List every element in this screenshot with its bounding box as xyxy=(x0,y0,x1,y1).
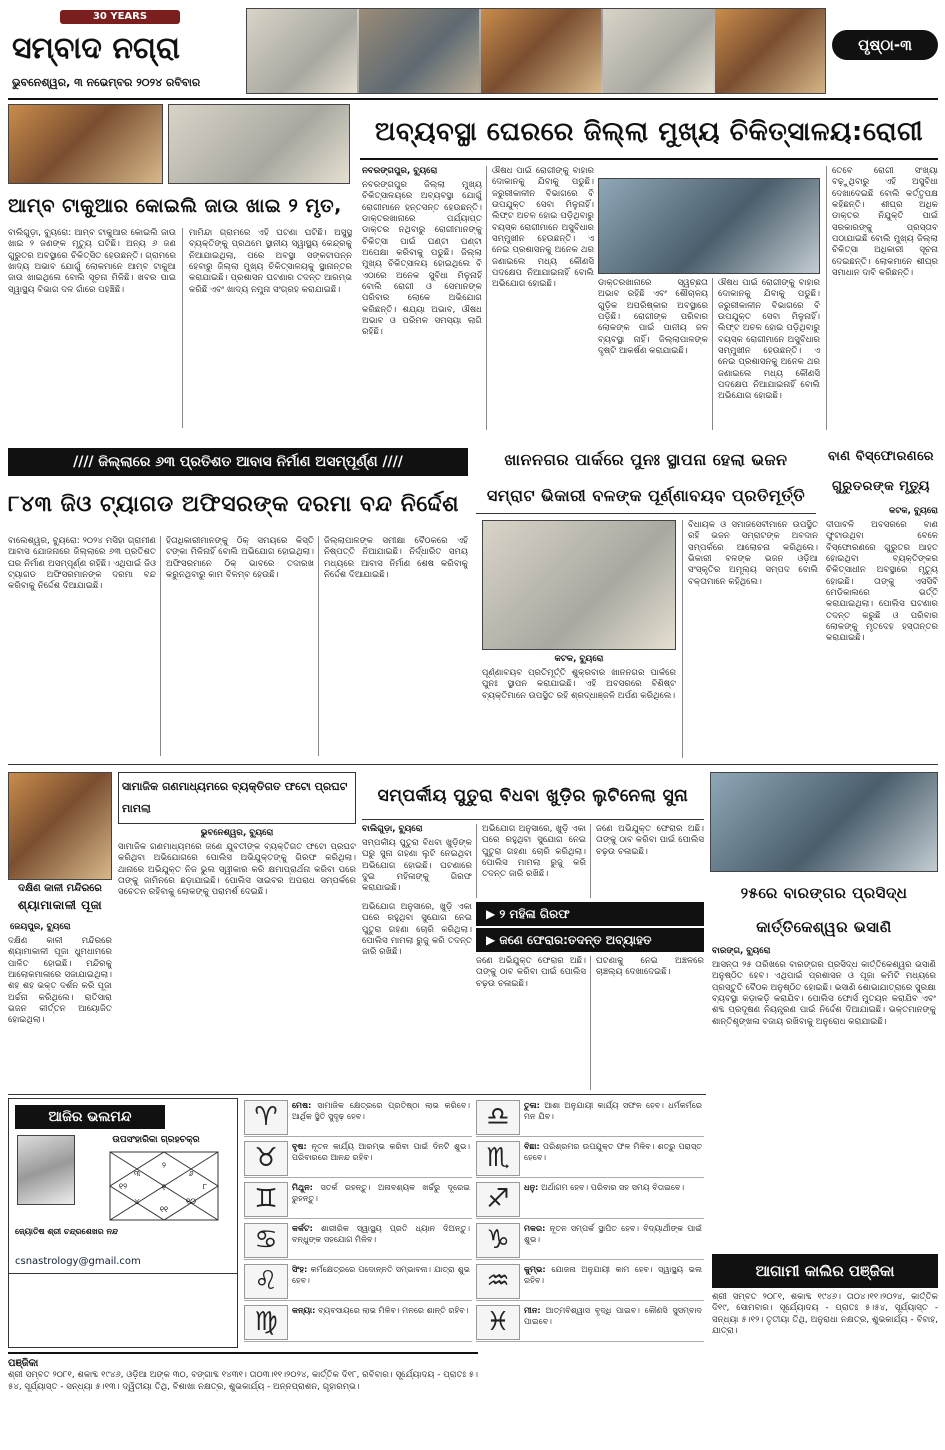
statue-col1: ପୂର୍ଣ୍ଣାବୟବ ପ୍ରତିମୂର୍ତ୍ତି ଶୁକ୍ରବାର ଖାନନଗର ପାର୍କରେ ପୁନଃ ସ୍ଥାପନ କରାଯାଇଛି। ଏହି ଅବସରରେ ବିଶିଷ୍ଟ ବ୍ୟକ୍ତିମାନେ ଉପସ୍ଥିତ ରହି ଶ୍ରଦ୍ଧାଞ୍ଜଳି ଅର୍ପଣ କରିଥିଲେ। xyxy=(482,668,676,701)
zodiac-item xyxy=(476,1180,704,1219)
theft-col2: ଅଭିଯୋଗ ଅନୁସାରେ, ଖୁଡ଼ି ଏକା ଘରେ ରହୁଥିବା ସୁଯୋଗ ନେଇ ପୁତୁରା ଗହଣା ଚୋରି କରିଥିଲା। ପୋଲିସ ମାମଲା ରୁଜୁ କରି ତଦନ୍ତ ଜାରି ରଖିଛି। xyxy=(476,824,586,898)
kali-byline: ଜେୟପୁର, ବ୍ୟୁରୋ xyxy=(10,922,71,932)
zodiac-item xyxy=(476,1098,704,1137)
village-women-photo xyxy=(8,104,163,184)
kali-body: ଦକ୍ଷିଣ କାଳୀ ମନ୍ଦିରରେ ଶ୍ୟାମାକାଳୀ ପୂଜା ଧୁମଧାମରେ ପାଳିତ ହୋଇଛି। ମନ୍ଦିରକୁ ଆଲୋକମାଳାରେ ସଜାଯାଇଥିଲା। ଶହ ଶହ ଭକ୍ତ ଦର୍ଶନ କରି ପୂଜା ଅର୍ଚ୍ଚନା କରିଥିଲେ। ରାତିସାରା ଭଜନ କୀର୍ତ୍ତନ ଆୟୋଜିତ ହୋଇଥିଲା। xyxy=(8,936,112,1026)
astrologer-email[interactable]: csnastrology@gmail.com xyxy=(15,1256,141,1267)
women-image xyxy=(715,9,826,94)
lead-byline: ନବରଙ୍ଗପୁର, ବ୍ୟୁରୋ xyxy=(362,166,438,176)
karti-headline2: କାର୍ତ୍ତିକେଶ୍ୱର ଭସାଣି xyxy=(756,918,892,936)
grah-chakra-chart xyxy=(109,1151,219,1221)
zodiac-item xyxy=(476,1262,704,1301)
zodiac-text xyxy=(524,1182,702,1217)
karti-headline1: ୨୫ରେ ବାରଙ୍ଗର ପ୍ରସିଦ୍ଧ xyxy=(740,884,908,902)
years-badge: 30 YEARS xyxy=(60,10,180,24)
horoscope-panel xyxy=(8,1098,238,1348)
zodiac-name: ତୁଳା: xyxy=(524,1100,545,1110)
hospital-lift-photo xyxy=(598,178,820,274)
zodiac-prediction: ପରିଶ୍ରମର ଉପଯୁକ୍ତ ଫଳ ମିଳିବ। ଶତ୍ରୁ ପରାସ୍ତ ହେବେ। xyxy=(524,1141,702,1162)
zodiac-text xyxy=(292,1223,470,1258)
panji-tomorrow-text: ଶ୍ରୀ ସମ୍ବତ ୨୦୮୧, ଶକାବ୍ଦ ୧୯୪୬। ତା୦୪।୧୧।୨୦୨୪, କାର୍ତ୍ତିକ ଦି୧୯, ସୋମବାର। ସୂର୍ଯ୍ୟୋଦୟ - ପ୍ରାତଃ ୫।୫୪, ସୂର୍ଯ୍ୟାସ୍ତ - ସନ୍ଧ୍ୟା ୫।୧୨। ତୃତୀୟା ତିଥି, ଅନୁରାଧା ନକ୍ଷତ୍ର, ଶୁଭକାର୍ଯ୍ୟ - ବିବାହ, ଯାତ୍ରା। xyxy=(712,1292,938,1337)
meeting-photo xyxy=(710,772,938,872)
horoscope-title: ଆଜିର ଭଲମନ୍ଦ xyxy=(15,1105,165,1129)
section-rule xyxy=(8,764,938,765)
zodiac-item xyxy=(244,1180,472,1219)
statue-byline: କଟକ, ବ୍ୟୁରୋ xyxy=(554,654,604,664)
zodiac-prediction: ଅର୍ଥାଗମ ହେବ। ପରିବାର ସହ ସମୟ ବିତାଇବେ। xyxy=(541,1182,685,1192)
kali-caption2: ଶ୍ୟାମାକାଳୀ ପୂଜା xyxy=(17,898,103,912)
social-byline: ଭୁବନେଶ୍ୱର, ବ୍ୟୁରୋ xyxy=(200,828,274,838)
masthead-rule xyxy=(8,98,938,100)
lead-col1: ନବରଙ୍ଗପୁର ଜିଲ୍ଲା ମୁଖ୍ୟ ଚିକିତ୍ସାଳୟରେ ଅବ୍ୟବସ୍ଥା ଯୋଗୁଁ ରୋଗୀମାନେ ହନ୍ତସନ୍ତ ହେଉଛନ୍ତି। ଡାକ୍ତରଖାନାରେ ପର୍ଯ୍ୟାପ୍ତ ଡାକ୍ତର ନଥିବାରୁ ରୋଗୀମାନଙ୍କୁ ଚିକିତ୍ସା ପାଇଁ ଘଣ୍ଟା ଘଣ୍ଟା ଅପେକ୍ଷା କରିବାକୁ ପଡୁଛି। ଜିଲ୍ଲା ମୁଖ୍ୟ ଚିକିତ୍ସାଳୟ ହୋଇଥିଲେ ବି ଏଠାରେ ଅନେକ ସୁବିଧା ମିଳୁନାହିଁ ବୋଲି ରୋଗୀ ଓ ସେମାନଙ୍କ ପରିବାର ଲୋକେ ଅଭିଯୋଗ କରିଛନ୍ତି। ଶଯ୍ୟା ଅଭାବ, ଔଷଧ ଅଭାବ ଓ ପରିମଳ ସମସ୍ୟା ଲାଗି ରହିଛି। xyxy=(362,180,482,338)
zodiac-item xyxy=(244,1262,472,1301)
lead-headline: ଅବ୍ୟବସ୍ଥା ଘେରରେ ଜିଲ୍ଲା ମୁଖ୍ୟ ଚିକିତ୍ସାଳୟ:ରୋଗୀ xyxy=(360,104,938,160)
chakra-cell-number: ୧୨ xyxy=(118,1182,128,1191)
jhau-col1: ବାଲିଗୁଡ଼ା, ବ୍ୟୁରୋ: ଆମ୍ବ ଟାକୁଆର କୋଇଲି ଜାଉ ଖାଇ ୨ ଜଣଙ୍କ ମୃତ୍ୟୁ ଘଟିଛି। ଅନ୍ୟ ୬ ଜଣ ଗୁରୁତର ଅବସ୍ଥାରେ ଚିକିତ୍ସିତ ହେଉଛନ୍ତି। ଗ୍ରାମରେ ଖାଦ୍ୟ ଅଭାବ ଯୋଗୁଁ ଲୋକମାନେ ଆମ୍ବ ଟାକୁଆ ଜାଉ ଖାଇଥିଲେ ବୋଲି ସୂଚନା ମିଳିଛି। ଖବର ପାଇ ସ୍ୱାସ୍ଥ୍ୟ ବିଭାଗ ଦଳ ଗାଁରେ ପହଞ୍ଚିଛି। xyxy=(8,228,176,295)
zodiac-prediction: ନୂତନ କାର୍ଯ୍ୟ ଆରମ୍ଭ କରିବା ପାଇଁ ଦିନଟି ଶୁଭ। ପରିବାରରେ ଆନନ୍ଦ ରହିବ। xyxy=(292,1141,470,1162)
chakra-cell-number: ୩ xyxy=(133,1169,141,1178)
zodiac-name: ମିଥୁନ: xyxy=(292,1182,321,1192)
page-number: ପୃଷ୍ଠା-୩ xyxy=(832,30,938,60)
zodiac-text xyxy=(292,1305,470,1340)
lead-col2: ଔଷଧ ପାଇଁ ରୋଗୀଙ୍କୁ ବାହାର ଦୋକାନକୁ ଯିବାକୁ ପଡୁଛି। ଜରୁରୀକାଳୀନ ବିଭାଗରେ ବି ଉପଯୁକ୍ତ ସେବା ମିଳୁନାହିଁ। ଲିଫ୍ଟ ଅଚଳ ହୋଇ ପଡ଼ିଥିବାରୁ ବୟସ୍କ ରୋଗୀମାନେ ଅସୁବିଧାର ସମ୍ମୁଖୀନ ହେଉଛନ୍ତି। ଏ ନେଇ ପ୍ରଶାସନକୁ ଅନେକ ଥର ଜଣାଇଲେ ମଧ୍ୟ କୌଣସି ପଦକ୍ଷେପ ନିଆଯାଇନାହିଁ ବୋଲି ଅଭିଯୋଗ ହୋଇଛି। xyxy=(486,166,594,430)
zodiac-item xyxy=(244,1221,472,1260)
lead-col4: ତେବେ ରୋଗୀ ସଂଖ୍ୟା ବଢ଼ୁଥିବାରୁ ଏହି ଅସୁବିଧା ଦେଖାଦେଇଛି ବୋଲି କର୍ତ୍ତୃପକ୍ଷ କହିଛନ୍ତି। ଶୀଘ୍ର ଅଧିକ ଡାକ୍ତର ନିଯୁକ୍ତି ପାଇଁ ସରକାରଙ୍କୁ ପ୍ରସ୍ତାବ ପଠାଯାଇଛି ବୋଲି ମୁଖ୍ୟ ଜିଲ୍ଲା ଚିକିତ୍ସା ଅଧିକାରୀ ସୂଚନା ଦେଇଛନ୍ତି। ଲୋକମାନେ ଶୀଘ୍ର ସମାଧାନ ଦାବି କରିଛନ୍ତି। xyxy=(826,166,938,430)
statue-photo xyxy=(482,520,676,650)
astrologer-name: ଜ୍ୟୋତିଷ ଶ୍ରୀ ଚନ୍ଦ୍ରଶେଖର ନନ୍ଦ xyxy=(15,1227,119,1236)
dateline: ଭୁବନେଶ୍ୱର, ୩ ନଭେମ୍ବର ୨୦୨୪ ରବିବାର xyxy=(12,76,201,89)
social-headline1: ସାମାଜିକ ଗଣମାଧ୍ୟମରେ ବ୍ୟକ୍ତିଗତ ଫଟୋ ପ୍ରଘଟ ମାମଲା xyxy=(122,780,348,815)
baan-body: ଦୀପାବଳି ଅବସରରେ ବାଣ ଫୁଟାଉଥିବା ବେଳେ ବିସ୍ଫୋରଣରେ ଗୁରୁତର ଆହତ ହୋଇଥିବା ବ୍ୟକ୍ତିଙ୍କର ଚିକିତ୍ସାଧୀନ ଅବସ୍ଥାରେ ମୃତ୍ୟୁ ହୋଇଛି। ତାଙ୍କୁ ଏସସିବି ମେଡିକାଲରେ ଭର୍ତ୍ତି କରାଯାଇଥିଲା। ପୋଲିସ ଘଟଣାର ତଦନ୍ତ କରୁଛି ଓ ପରିବାର ଲୋକଙ୍କୁ ମୃତଦେହ ହସ୍ତାନ୍ତର କରାଯାଇଛି। xyxy=(826,520,938,644)
zodiac-item xyxy=(476,1303,704,1342)
zodiac-name: ଧନୁ: xyxy=(524,1182,542,1192)
zodiac-grid xyxy=(244,1098,704,1348)
kali-idol-photo xyxy=(8,772,112,880)
horoscope-divider xyxy=(9,1273,238,1274)
chakra-cell-number: ୧ xyxy=(161,1183,167,1192)
zodiac-item xyxy=(244,1098,472,1137)
zodiac-item xyxy=(244,1303,472,1342)
zodiac-sign-icon: ♊ xyxy=(244,1182,288,1217)
children-image xyxy=(481,9,601,94)
chakra-cell-number: ୧୧ xyxy=(159,1205,169,1214)
baan-byline: କଟକ, ବ୍ୟୁରୋ xyxy=(888,506,938,516)
zodiac-name: ମକର: xyxy=(524,1223,550,1233)
housing-headline: ୮୪୩ ଜିଓ ଟ୍ୟାଗଡ ଅଫିସରଙ୍କ ଦରମା ବନ୍ଦ ନିର୍ଦ୍ଦେଶ xyxy=(8,492,459,517)
zodiac-prediction: କର୍ମକ୍ଷେତ୍ରରେ ପଦୋନ୍ନତି ସମ୍ଭାବନା। ଯାତ୍ରା ଶୁଭ ହେବ। xyxy=(292,1264,470,1285)
kali-caption1: ଦକ୍ଷିଣ କାଳୀ ମନ୍ଦିରରେ xyxy=(18,883,102,894)
zodiac-text xyxy=(524,1305,702,1340)
zodiac-prediction: ସତର୍କ ରହନ୍ତୁ। ଅନାବଶ୍ୟକ ଖର୍ଚ୍ଚରୁ ଦୂରେଇ ରୁହନ୍ତୁ। xyxy=(292,1182,470,1203)
chakra-cell-number: ୨ xyxy=(162,1161,166,1170)
theft-col1b: ଅଭିଯୋଗ ଅନୁସାରେ, ଖୁଡ଼ି ଏକା ଘରେ ରହୁଥିବା ସୁଯୋଗ ନେଇ ପୁତୁରା ଗହଣା ଚୋରି କରିଥିଲା। ପୋଲିସ ମାମଲା ରୁଜୁ କରି ତଦନ୍ତ ଜାରି ରଖିଛି। xyxy=(362,902,472,958)
jhau-headline: ଆମ୍ବ ଟାକୁଆର କୋଇଲି ଜାଉ ଖାଇ ୨ ମୃତ, xyxy=(8,195,342,217)
zodiac-text xyxy=(524,1264,702,1299)
zodiac-sign-icon: ♐ xyxy=(476,1182,520,1217)
housing-col1: ବାଲେଶ୍ୱର, ବ୍ୟୁରୋ: ୨୦୨୪ ମସିହା ଗ୍ରାମୀଣ ଆବାସ ଯୋଜନାରେ ଜିଲ୍ଲାରେ ୬୩ ପ୍ରତିଶତ ଘର ନିର୍ମାଣ ଅସମ୍ପୂର୍ଣ୍ଣ ରହିଛି। ଏଥିପାଇଁ ଜିଓ ଟ୍ୟାଗଡ ଅଫିସରମାନଙ୍କ ଦରମା ବନ୍ଦ କରିବାକୁ ନିର୍ଦ୍ଦେଶ ଦିଆଯାଇଛି। xyxy=(8,536,156,592)
theft-byline: ବାଲିଗୁଡ଼ା, ବ୍ୟୁରୋ xyxy=(362,824,423,834)
theft-headline: ସମ୍ପର୍କୀୟ ପୁତୁରା ବିଧବା ଖୁଡ଼ିର ଲୁଟିନେଲା ସୁନା xyxy=(362,772,704,820)
logo: ସମ୍ବାଦ ନଗ୍ରା xyxy=(12,31,180,66)
zodiac-sign-icon: ♋ xyxy=(244,1223,288,1258)
zodiac-name: ସିଂହ: xyxy=(292,1264,311,1274)
zodiac-text xyxy=(524,1100,702,1135)
zodiac-prediction: ଯୋଜନା ଅନୁଯାୟୀ କାମ ହେବ। ସ୍ୱାସ୍ଥ୍ୟ ଭଲ ରହିବ। xyxy=(524,1264,702,1285)
housing-banner: //// ଜିଲ୍ଲାରେ ୬୩ ପ୍ରତିଶତ ଆବାସ ନିର୍ମାଣ ଅସମ୍ପୂର୍ଣ୍ଣ //// xyxy=(8,448,468,476)
social-headline-box xyxy=(118,772,356,824)
theft-col3: ଜଣେ ଅଭିଯୁକ୍ତ ଫେରାର ଅଛି। ତାଙ୍କୁ ଠାବ କରିବା ପାଇଁ ପୋଲିସ ଚଢ଼ଉ ଚଳାଇଛି। xyxy=(590,824,704,898)
theft-bullet1-text: ୨ ମହିଳା ଗିରଫ xyxy=(499,907,570,921)
zodiac-prediction: ବ୍ୟବସାୟରେ ଲାଭ ମିଳିବ। ମନରେ ଶାନ୍ତି ରହିବ। xyxy=(318,1305,469,1315)
zodiac-item xyxy=(476,1221,704,1260)
theft-col1: ସମ୍ପର୍କୀୟ ପୁତୁରା ବିଧବା ଖୁଡ଼ିଙ୍କ ଘରୁ ସୁନା ଗହଣା ଲୁଟି ନେଇଥିବା ଅଭିଯୋଗ ହୋଇଛି। ଘଟଣାରେ ଦୁଇ ମହିଳାଙ୍କୁ ଗିରଫ କରାଯାଇଛି। xyxy=(362,838,472,894)
zodiac-name: କୁମ୍ଭ: xyxy=(524,1264,552,1274)
baan-headline1: ବାଣ ବିସ୍ଫୋରଣରେ xyxy=(827,449,935,464)
lead-col3: ଡାକ୍ତରଖାନାରେ ସ୍ୱଚ୍ଛତା ଅଭାବ ରହିଛି ଏବଂ ଶୌଚାଳୟ ଗୁଡ଼ିକ ଅପରିଷ୍କାର ଅବସ୍ଥାରେ ପଡ଼ିଛି। ରୋଗୀଙ୍କ ପରିବାର ଲୋକଙ୍କ ପାଇଁ ପାନୀୟ ଜଳ ବ୍ୟବସ୍ଥା ନାହିଁ। ଜିଲ୍ଲାପାଳଙ୍କ ଦୃଷ୍ଟି ଆକର୍ଷଣ କରାଯାଇଛି। xyxy=(598,278,708,357)
zodiac-sign-icon: ♍ xyxy=(244,1305,288,1340)
chakra-cell-number: ୮ xyxy=(202,1182,208,1191)
chakra-cell-number: ୬ xyxy=(188,1169,194,1178)
zodiac-text xyxy=(524,1223,702,1258)
zodiac-text xyxy=(292,1100,470,1135)
zodiac-sign-icon: ♎ xyxy=(476,1100,520,1135)
social-body: ସାମାଜିକ ଗଣମାଧ୍ୟମରେ ଜଣେ ଯୁବତୀଙ୍କ ବ୍ୟକ୍ତିଗତ ଫଟୋ ପ୍ରଘଟ କରିଥିବା ଅଭିଯୋଗରେ ପୋଲିସ ଅଭିଯୁକ୍ତଙ୍କୁ ଗିରଫ କରିଥିଲା। ଥାନାରେ ଅଭିଯୁକ୍ତ ନିଜ ଭୁଲ ସ୍ୱୀକାର କରି କ୍ଷମାପ୍ରାର୍ଥନା କରିବା ପରେ ତାଙ୍କୁ ଜାମିନରେ ଛଡ଼ାଯାଇଛି। ପୋଲିସ ସାଇବର ଅପରାଧ ସମ୍ପର୍କରେ ସଚେତନ ରହିବାକୁ ଲୋକଙ୍କୁ ପରାମର୍ଶ ଦେଇଛି। xyxy=(118,842,356,898)
zodiac-sign-icon: ♒ xyxy=(476,1264,520,1299)
craft-image xyxy=(359,9,479,94)
panji-today-text: ଶ୍ରୀ ସମ୍ବତ ୨୦୮୧, ଶକାବ୍ଦ ୧୯୪୬, ଓଡ଼ିଆ ଅଙ୍କ ୩୦, ବଙ୍ଗାବ୍ଦ ୧୪୩୧। ତା୦୩।୧୧।୨୦୨୪, କାର୍ତ୍ତିକ ଦି୧୮, ରବିବାର। ସୂର୍ଯ୍ୟୋଦୟ - ପ୍ରାତଃ ୫।୫୪, ସୂର୍ଯ୍ୟାସ୍ତ - ସନ୍ଧ୍ୟା ୫।୧୩। ଦ୍ୱିତୀୟା ତିଥି, ବିଶାଖା ନକ୍ଷତ୍ର, ଶୁଭକାର୍ଯ୍ୟ - ଅନ୍ନପ୍ରାଶନ, ଗୃହାରମ୍ଭ। xyxy=(8,1370,478,1392)
statue-col2: ବିଧାୟକ ଓ ସମାଜସେବୀମାନେ ଉପସ୍ଥିତ ରହି ଭଜନ ସମ୍ରାଟଙ୍କ ଅବଦାନ ସମ୍ପର୍କରେ ଆଲୋଚନା କରିଥିଲେ। ଭିକାରୀ ବଳଙ୍କ ଭଜନ ଓଡ଼ିଆ ସଂସ୍କୃତିର ଅମୂଲ୍ୟ ସମ୍ପଦ ବୋଲି ବକ୍ତାମାନେ କହିଥିଲେ। xyxy=(682,520,818,758)
zodiac-sign-icon: ♓ xyxy=(476,1305,520,1340)
zodiac-name: ମେଷ: xyxy=(292,1100,318,1110)
social-headline2 xyxy=(122,820,352,824)
zodiac-prediction: ଶାରୀରିକ ସ୍ୱାସ୍ଥ୍ୟ ପ୍ରତି ଧ୍ୟାନ ଦିଅନ୍ତୁ। ବନ୍ଧୁଙ୍କ ସହଯୋଗ ମିଳିବ। xyxy=(292,1223,470,1244)
karti-byline: ବାରଙ୍ଗ, ବ୍ୟୁରୋ xyxy=(712,946,771,956)
zodiac-name: କର୍କଟ: xyxy=(292,1223,321,1233)
zodiac-name: ବୃଷ: xyxy=(292,1141,312,1151)
theft-bullet2-text: ଜଣେ ଫେରାର:ତଦନ୍ତ ଅବ୍ୟାହତ xyxy=(499,933,652,947)
panji-today-title: ପଞ୍ଜିକା xyxy=(8,1358,39,1369)
zodiac-sign-icon: ♑ xyxy=(476,1223,520,1258)
zodiac-prediction: ସାମାଜିକ କ୍ଷେତ୍ରରେ ପ୍ରତିଷ୍ଠା ଲାଭ କରିବେ। ଆର୍ଥିକ ସ୍ଥିତି ସୁଦୃଢ଼ ହେବ। xyxy=(292,1100,470,1121)
temple-image xyxy=(247,9,357,94)
baan-headline2: ଗୁରୁତରଙ୍କ ମୃତ୍ୟୁ xyxy=(831,479,931,494)
zodiac-sign-icon: ♏ xyxy=(476,1141,520,1176)
statue-headline2: ସମ୍ରାଟ ଭିକାରୀ ବଳଙ୍କ ପୂର୍ଣ୍ଣାବୟବ ପ୍ରତିମୂର୍ତ୍ତି xyxy=(476,478,816,514)
housing-col3: ଜିଲ୍ଲାପାଳଙ୍କ ସମୀକ୍ଷା ବୈଠକରେ ଏହି ନିଷ୍ପତ୍ତି ନିଆଯାଇଛି। ନିର୍ଦ୍ଧାରିତ ସମୟ ମଧ୍ୟରେ ଆବାସ ନିର୍ମାଣ ଶେଷ କରିବାକୁ ନିର୍ଦ୍ଦେଶ ଦିଆଯାଇଛି। xyxy=(318,536,468,756)
zodiac-sign-icon: ♌ xyxy=(244,1264,288,1299)
lead-col3b: ଔଷଧ ପାଇଁ ରୋଗୀଙ୍କୁ ବାହାର ଦୋକାନକୁ ଯିବାକୁ ପଡୁଛି। ଜରୁରୀକାଳୀନ ବିଭାଗରେ ବି ଉପଯୁକ୍ତ ସେବା ମିଳୁନାହିଁ। ଲିଫ୍ଟ ଅଚଳ ହୋଇ ପଡ଼ିଥିବାରୁ ବୟସ୍କ ରୋଗୀମାନେ ଅସୁବିଧାର ସମ୍ମୁଖୀନ ହେଉଛନ୍ତି। ଏ ନେଇ ପ୍ରଶାସନକୁ ଅନେକ ଥର ଜଣାଇଲେ ମଧ୍ୟ କୌଣସି ପଦକ୍ଷେପ ନିଆଯାଇନାହିଁ ବୋଲି ଅଭିଯୋଗ ହୋଇଛି। xyxy=(712,278,820,430)
zodiac-prediction: ନୂତନ ସମ୍ପର୍କ ସ୍ଥାପିତ ହେବ। ବିଦ୍ୟାର୍ଥୀଙ୍କ ପାଇଁ ଶୁଭ। xyxy=(524,1223,702,1244)
masthead xyxy=(8,8,238,96)
masthead-banner-image xyxy=(246,8,826,94)
play-icon: ▶ xyxy=(486,933,500,947)
astro-chart-label: ଉପସଂହାରିକା ଗ୍ରହଚକ୍ର xyxy=(112,1135,200,1145)
theft-bullet2 xyxy=(476,928,704,952)
zodiac-text xyxy=(292,1141,470,1176)
zodiac-sign-icon: ♉ xyxy=(244,1141,288,1176)
section-rule-2 xyxy=(8,1094,706,1095)
zodiac-name: କନ୍ୟା: xyxy=(292,1305,319,1315)
astrologer-photo xyxy=(17,1135,75,1205)
chakra-cell-number: ୪ xyxy=(134,1197,140,1206)
zodiac-name: ମୀନ: xyxy=(524,1305,546,1315)
zodiac-text xyxy=(524,1141,702,1176)
zodiac-name: ବିଛା: xyxy=(524,1141,544,1151)
art-image xyxy=(603,9,713,94)
jhau-col2: ମାମିନ୍ଦା ଗ୍ରାମରେ ଏହି ଘଟଣା ଘଟିଛି। ଅସୁସ୍ଥ ବ୍ୟକ୍ତିଙ୍କୁ ପ୍ରଥମେ ସ୍ଥାନୀୟ ସ୍ୱାସ୍ଥ୍ୟ କେନ୍ଦ୍ରକୁ ନିଆଯାଇଥିଲା, ପରେ ଅବସ୍ଥା ସଙ୍କଟାପନ୍ନ ହେବାରୁ ଜିଲ୍ଲା ମୁଖ୍ୟ ଚିକିତ୍ସାଳୟକୁ ସ୍ଥାନାନ୍ତର କରାଯାଇଛି। ପ୍ରଶାସନ ଘଟଣାର ତଦନ୍ତ ଆରମ୍ଭ କରିଛି ଏବଂ ଖାଦ୍ୟ ନମୁନା ସଂଗ୍ରହ କରାଯାଇଛି। xyxy=(182,228,352,428)
chakra-cell-number: ୧୦ xyxy=(186,1197,196,1206)
zodiac-item xyxy=(244,1139,472,1178)
karti-body: ଆସନ୍ତା ୨୫ ତାରିଖରେ ବାରଙ୍ଗର ପ୍ରସିଦ୍ଧ କାର୍ତ୍ତିକେଶ୍ୱର ଭସାଣି ଅନୁଷ୍ଠିତ ହେବ। ଏଥିପାଇଁ ପ୍ରଶାସନ ଓ ପୂଜା କମିଟି ମଧ୍ୟରେ ପ୍ରସ୍ତୁତି ବୈଠକ ଅନୁଷ୍ଠିତ ହୋଇଛି। ଭସାଣି ଶୋଭାଯାତ୍ରାରେ ସୁରକ୍ଷା ବ୍ୟବସ୍ଥା କଡ଼ାକଡ଼ି କରାଯିବ। ପୋଲିସ ଫୋର୍ସ ମୁତୟନ କରାଯିବ ଏବଂ ଶବ୍ଦ ପ୍ରଦୂଷଣ ନିୟନ୍ତ୍ରଣ ପାଇଁ ନିର୍ଦ୍ଦେଶ ଦିଆଯାଇଛି। ଭକ୍ତମାନଙ୍କୁ ଶାନ୍ତିଶୃଙ୍ଖଳା ବଜାୟ ରଖିବାକୁ ଅନୁରୋଧ କରାଯାଇଛି। xyxy=(712,960,936,1027)
statue-headline1: ଖାନନଗର ପାର୍କରେ ପୁନଃ ସ୍ଥାପନା ହେଲା ଭଜନ xyxy=(504,450,788,469)
zodiac-item xyxy=(476,1139,704,1178)
zodiac-text xyxy=(292,1264,470,1299)
housing-col2: ହିତାଧିକାରୀମାନଙ୍କୁ ଠିକ୍ ସମୟରେ କିସ୍ତି ଟଙ୍କା ମିଳିନାହିଁ ବୋଲି ଅଭିଯୋଗ ହୋଇଥିଲା। ଅଫିସରମାନେ ଠିକ୍ ଭାବରେ ତଦାରଖ କରୁନଥିବାରୁ କାମ ବିଳମ୍ବ ହେଉଛି। xyxy=(160,536,314,756)
play-icon: ▶ xyxy=(486,907,500,921)
zodiac-prediction: ଆତ୍ମବିଶ୍ୱାସ ବୃଦ୍ଧି ପାଇବ। କୌଣସି ସୁସମ୍ବାଦ ପାଇବେ। xyxy=(524,1305,702,1326)
panji-tomorrow-title: ଆଗାମୀ କାଲିର ପଞ୍ଜିକା xyxy=(712,1254,938,1288)
theft-col2b: ଜଣେ ଅଭିଯୁକ୍ତ ଫେରାର ଅଛି। ତାଙ୍କୁ ଠାବ କରିବା ପାଇଁ ପୋଲିସ ଚଢ଼ଉ ଚଳାଇଛି। xyxy=(476,956,586,989)
zodiac-prediction: ଆଶା ଅନୁଯାୟୀ କାର୍ଯ୍ୟ ସଫଳ ହେବ। ଧର୍ମକର୍ମରେ ମନ ଯିବ। xyxy=(524,1100,702,1121)
mango-seeds-photo xyxy=(168,104,350,184)
zodiac-sign-icon: ♈ xyxy=(244,1100,288,1135)
theft-col4: ଘଟଣାକୁ ନେଇ ଅଞ୍ଚଳରେ ଚାଞ୍ଚଲ୍ୟ ଦେଖାଦେଇଛି। xyxy=(590,956,704,1090)
panji-today xyxy=(8,1352,478,1444)
theft-bullet1 xyxy=(476,902,704,926)
zodiac-text xyxy=(292,1182,470,1217)
